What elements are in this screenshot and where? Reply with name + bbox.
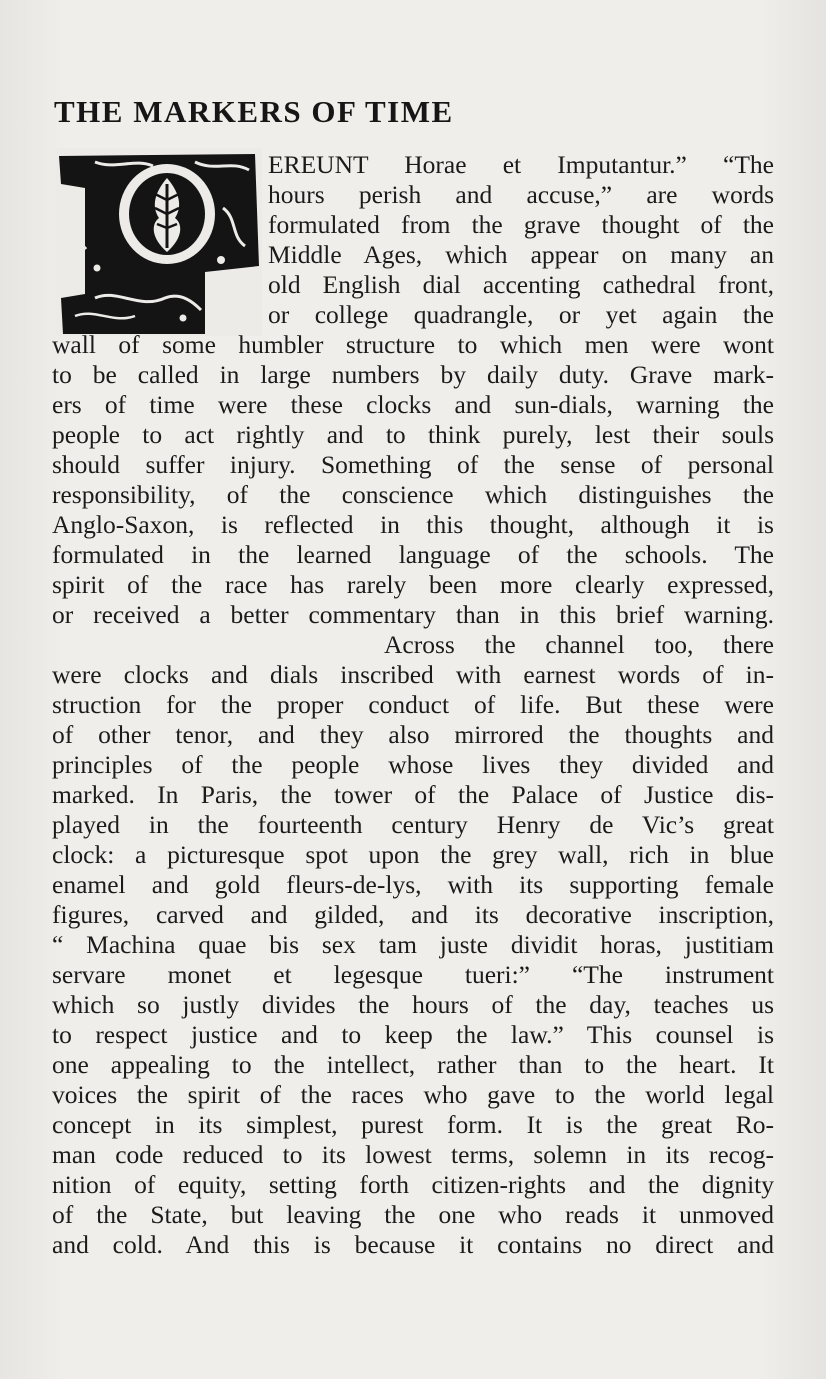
- text-line: played in the fourteenth century Henry de Vic’s great: [52, 810, 774, 839]
- text-line: hours perish and accuse,” are words: [268, 180, 774, 209]
- text-line: marked. In Paris, the tower of the Palace of Justice dis-: [52, 780, 774, 809]
- ornamental-drop-cap-p-icon: [55, 148, 262, 336]
- text-line: principles of the people whose lives they divided and: [52, 750, 774, 779]
- text-line: man code reduced to its lowest terms, solemn in its recog-: [52, 1140, 774, 1169]
- text-line: spirit of the race has rarely been more clearly expressed,: [52, 570, 774, 599]
- text-line: voices the spirit of the races who gave to the world legal: [52, 1080, 774, 1109]
- text-line: to be called in large numbers by daily duty. Grave mark-: [52, 360, 774, 389]
- text-line: responsibility, of the conscience which distinguishes the: [52, 480, 774, 509]
- text-line: of the State, but leaving the one who reads it unmoved: [52, 1200, 774, 1229]
- text-line: were clocks and dials inscribed with earnest words of in-: [52, 660, 774, 689]
- text-line: clock: a picturesque spot upon the grey wall, rich in blue: [52, 840, 774, 869]
- text-line: and cold. And this is because it contains no direct and: [52, 1230, 774, 1259]
- text-line: Anglo-Saxon, is reflected in this thought, although it is: [52, 510, 774, 539]
- text-line: which so justly divides the hours of the day, teaches us: [52, 990, 774, 1019]
- text-line: struction for the proper conduct of life. But these were: [52, 690, 774, 719]
- text-line: servare monet et legesque tueri:” “The instrument: [52, 960, 774, 989]
- text-line: ers of time were these clocks and sun-dials, warning the: [52, 390, 774, 419]
- text-line: Middle Ages, which appear on many an: [268, 240, 774, 269]
- text-line: people to act rightly and to think purely, lest their souls: [52, 420, 774, 449]
- text-line: “ Machina quae bis sex tam juste dividit horas, justitiam: [52, 930, 774, 959]
- text-line: Across the channel too, there: [384, 630, 774, 659]
- text-line: nition of equity, setting forth citizen-rights and the dignity: [52, 1170, 774, 1199]
- text-line: concept in its simplest, purest form. It is the great Ro-: [52, 1110, 774, 1139]
- text-line: to respect justice and to keep the law.” This counsel is: [52, 1020, 774, 1049]
- text-line: formulated from the grave thought of the: [268, 210, 774, 239]
- text-line: or received a better commentary than in this brief warning.: [52, 600, 774, 629]
- text-line: figures, carved and gilded, and its decorative inscription,: [52, 900, 774, 929]
- chapter-heading: THE MARKERS OF TIME: [54, 94, 454, 129]
- text-line: of other tenor, and they also mirrored the thoughts and: [52, 720, 774, 749]
- text-line: or college quadrangle, or yet again the: [268, 300, 774, 329]
- text-line: formulated in the learned language of the schools. The: [52, 540, 774, 569]
- text-line: old English dial accenting cathedral front,: [268, 270, 774, 299]
- text-line: enamel and gold fleurs-de-lys, with its supporting female: [52, 870, 774, 899]
- text-line: EREUNT Horae et Imputantur.” “The: [268, 150, 774, 179]
- text-line: one appealing to the intellect, rather than to the heart. It: [52, 1050, 774, 1079]
- text-line: should suffer injury. Something of the sense of personal: [52, 450, 774, 479]
- text-line: wall of some humbler structure to which men were wont: [52, 330, 774, 359]
